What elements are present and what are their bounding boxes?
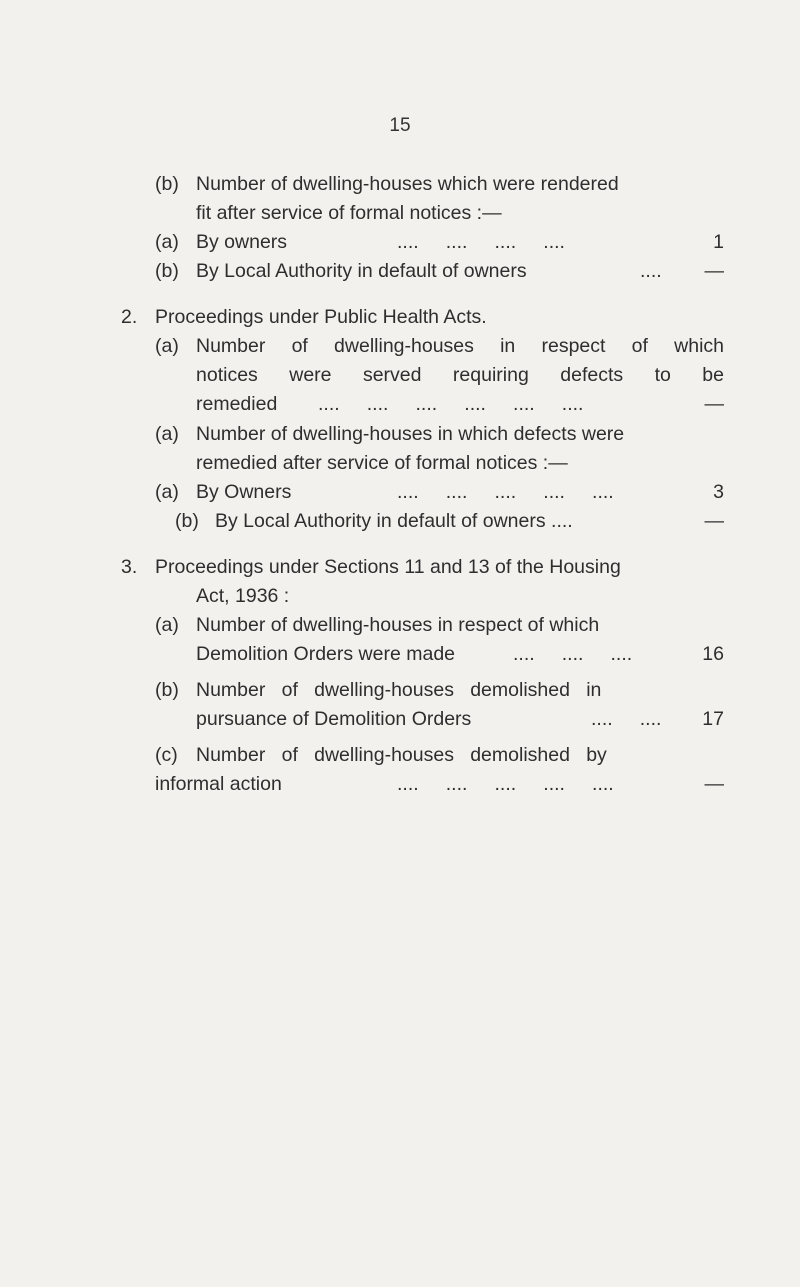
section3-c-line2: informal action bbox=[155, 773, 282, 795]
section3-b-dots: .... .... bbox=[591, 708, 662, 730]
section3-title-line1: Proceedings under Sections 11 and 13 of the Housing bbox=[155, 556, 621, 578]
section1-b-label: (b) bbox=[155, 173, 179, 195]
section3-b-value: 17 bbox=[702, 708, 724, 730]
section2-title: Proceedings under Public Health Acts. bbox=[155, 306, 487, 328]
section2-sub-a-text: By Owners bbox=[196, 481, 292, 503]
section1-item-b-dots: .... bbox=[640, 260, 662, 282]
section3-a-dots: .... .... .... bbox=[513, 643, 633, 665]
section3-a-label: (a) bbox=[155, 614, 179, 636]
section2-a-label: (a) bbox=[155, 335, 179, 357]
section3-c-dots: .... .... .... .... .... bbox=[397, 773, 614, 795]
section3-b-line2: pursuance of Demolition Orders bbox=[196, 708, 472, 730]
section1-item-a-dots: .... .... .... .... bbox=[397, 231, 565, 253]
section3-title-line2: Act, 1936 : bbox=[196, 585, 290, 607]
section3-b-line1: Number of dwelling-houses demolished in bbox=[196, 679, 602, 701]
section3-a-line1: Number of dwelling-houses in respect of which bbox=[196, 614, 600, 636]
section3-a-line2: Demolition Orders were made bbox=[196, 643, 456, 665]
section2-sub-b-text: By Local Authority in default of owners .... bbox=[215, 510, 573, 532]
section1-item-b-text: By Local Authority in default of owners bbox=[196, 260, 527, 282]
section1-item-b-label: (b) bbox=[155, 260, 179, 282]
section1-item-a-value: 1 bbox=[713, 231, 724, 253]
section3-c-value: — bbox=[704, 773, 724, 795]
section1-b-line1: Number of dwelling-houses which were rendered bbox=[196, 173, 619, 195]
section3-c-line1: Number of dwelling-houses demolished by bbox=[196, 744, 607, 766]
section1-item-b-value: — bbox=[704, 260, 724, 282]
section3-number: 3. bbox=[121, 556, 138, 578]
section3-c-label: (c) bbox=[155, 744, 178, 766]
section1-item-a-label: (a) bbox=[155, 231, 179, 253]
section3-b-label: (b) bbox=[155, 679, 179, 701]
section2-sub-a-label: (a) bbox=[155, 481, 179, 503]
section2-sub-b-label: (b) bbox=[175, 510, 199, 532]
section2-a-line1: Number of dwelling-houses in respect of which bbox=[196, 335, 724, 357]
section1-item-a-text: By owners bbox=[196, 231, 288, 253]
page-number: 15 bbox=[389, 115, 411, 136]
section2-a-value: — bbox=[704, 393, 724, 415]
section2-sub-a-dots: .... .... .... .... .... bbox=[397, 481, 614, 503]
section2-a2-line1: Number of dwelling-houses in which defects were bbox=[196, 423, 625, 445]
section2-a2-line2: remedied after service of formal notices :— bbox=[196, 452, 568, 474]
section2-a-line2: notices were served requiring defects to be bbox=[196, 364, 724, 386]
section2-sub-b-value: — bbox=[704, 510, 724, 532]
section1-b-line2: fit after service of formal notices :— bbox=[196, 202, 502, 224]
section2-a-line3: remedied bbox=[196, 393, 278, 415]
section2-a-dots: .... .... .... .... .... .... bbox=[318, 393, 584, 415]
section2-sub-a-value: 3 bbox=[713, 481, 724, 503]
section2-a2-label: (a) bbox=[155, 423, 179, 445]
section3-a-value: 16 bbox=[702, 643, 724, 665]
section2-number: 2. bbox=[121, 306, 138, 328]
